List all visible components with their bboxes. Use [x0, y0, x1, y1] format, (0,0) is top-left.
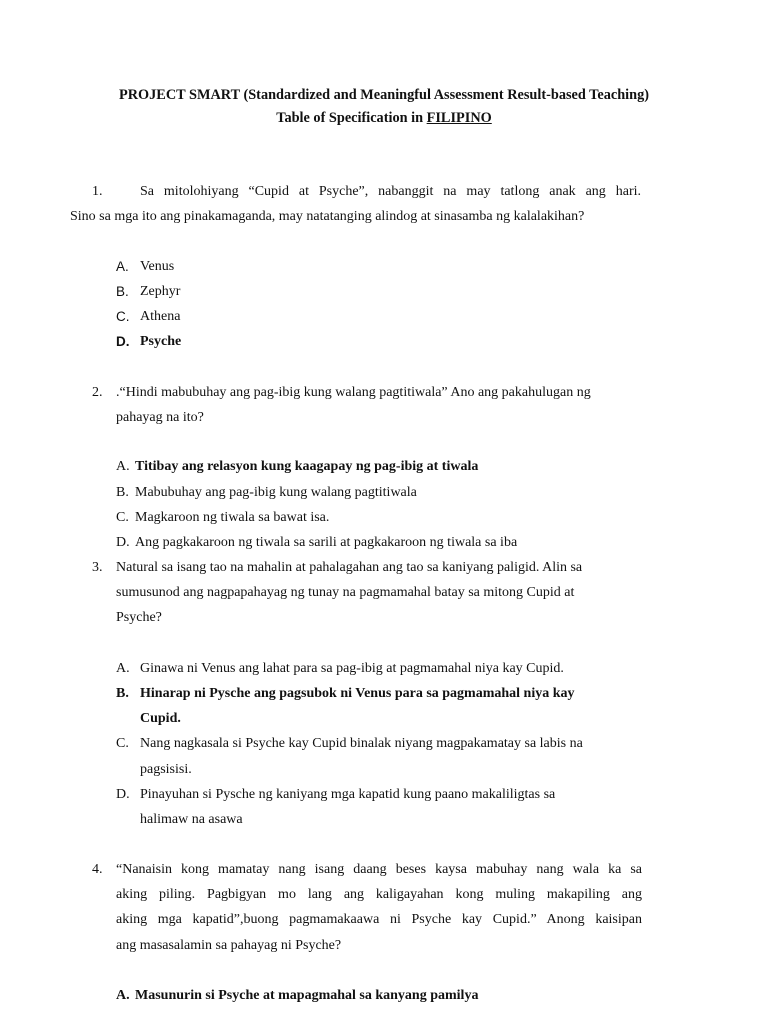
question-stem-line: aking mga kapatid”,buong pagmamakaawa ni Psyche kay Cupid.” Anong kaisipan	[116, 912, 642, 927]
subject-name: FILIPINO	[426, 110, 492, 126]
choice-text: Athena	[140, 309, 181, 324]
choice-text: Nang nagkasala si Psyche kay Cupid binalak niyang magpakamatay sa labis na	[140, 736, 583, 751]
question-stem-line: aking piling. Pagbigyan mo lang ang kaligayahan kong muling makapiling ang	[116, 887, 642, 902]
choice-text-answer: Cupid.	[140, 711, 181, 726]
choice-text: pagsisisi.	[140, 762, 192, 777]
question-stem-line: sumusunod ang nagpapahayag ng tunay na pagmamahal batay sa mitong Cupid at	[116, 585, 575, 600]
choice-text-answer: Masunurin si Psyche at mapagmahal sa kanyang pamilya	[135, 988, 479, 1003]
question-number: 4.	[92, 862, 103, 877]
choice-text-answer: Hinarap ni Pysche ang pagsubok ni Venus para sa pagmamahal niya kay	[140, 686, 575, 701]
choice-text: Magkaroon ng tiwala sa bawat isa.	[135, 510, 330, 525]
document-subtitle	[0, 110, 768, 127]
choice-letter: C.	[116, 510, 129, 525]
choice-letter: B.	[116, 485, 129, 500]
choice-letter: B.	[116, 686, 129, 701]
choice-letter: B.	[116, 284, 129, 299]
choice-letter: C.	[116, 736, 129, 751]
choice-text-answer: Titibay ang relasyon kung kaagapay ng pag-ibig at tiwala	[135, 459, 479, 474]
question-stem-line: .“Hindi mabubuhay ang pag-ibig kung walang pagtitiwala” Ano ang pakahulugan ng	[116, 385, 591, 400]
subtitle-prefix: Table of Specification in	[276, 110, 427, 126]
choice-letter: D.	[116, 787, 130, 802]
choice-letter: A.	[116, 459, 130, 474]
choice-text-answer: Psyche	[140, 334, 182, 349]
question-stem-line: Sa mitolohiyang “Cupid at Psyche”, nabanggit na may tatlong anak ang hari.	[140, 184, 641, 199]
question-stem-line: Sino sa mga ito ang pinakamaganda, may natatanging alindog at sinasamba ng kalalakihan?	[70, 209, 585, 224]
choice-letter: A.	[116, 661, 130, 676]
choice-letter: C.	[116, 309, 130, 324]
question-number: 2.	[92, 385, 103, 400]
choice-text: Pinayuhan si Pysche ng kaniyang mga kapatid kung paano makaliligtas sa	[140, 787, 556, 802]
choice-text: Mabubuhay ang pag-ibig kung walang pagtitiwala	[135, 485, 417, 500]
question-stem-line: “Nanaisin kong mamatay nang isang daang beses kaysa mabuhay nang wala ka sa	[116, 862, 642, 877]
choice-text: halimaw na asawa	[140, 812, 243, 827]
question-stem-line: pahayag na ito?	[116, 410, 204, 425]
choice-letter: A.	[116, 259, 129, 274]
choice-letter: A.	[116, 988, 130, 1003]
question-stem-line: Natural sa isang tao na mahalin at pahalagahan ang tao sa kaniyang paligid. Alin sa	[116, 560, 583, 575]
question-stem-line: ang masasalamin sa pahayag ni Psyche?	[116, 938, 342, 953]
choice-text: Ang pagkakaroon ng tiwala sa sarili at pagkakaroon ng tiwala sa iba	[135, 535, 518, 550]
question-number: 3.	[92, 560, 103, 575]
document-title: PROJECT SMART (Standardized and Meaningful Assessment Result-based Teaching)	[118, 87, 650, 103]
choice-text: Zephyr	[140, 284, 181, 299]
question-number: 1.	[92, 184, 103, 199]
choice-text: Venus	[140, 259, 175, 274]
choice-letter: D.	[116, 535, 130, 550]
question-stem-line: Psyche?	[116, 610, 162, 625]
choice-letter: D.	[116, 334, 130, 349]
choice-text: Ginawa ni Venus ang lahat para sa pag-ibig at pagmamahal niya kay Cupid.	[140, 661, 564, 676]
